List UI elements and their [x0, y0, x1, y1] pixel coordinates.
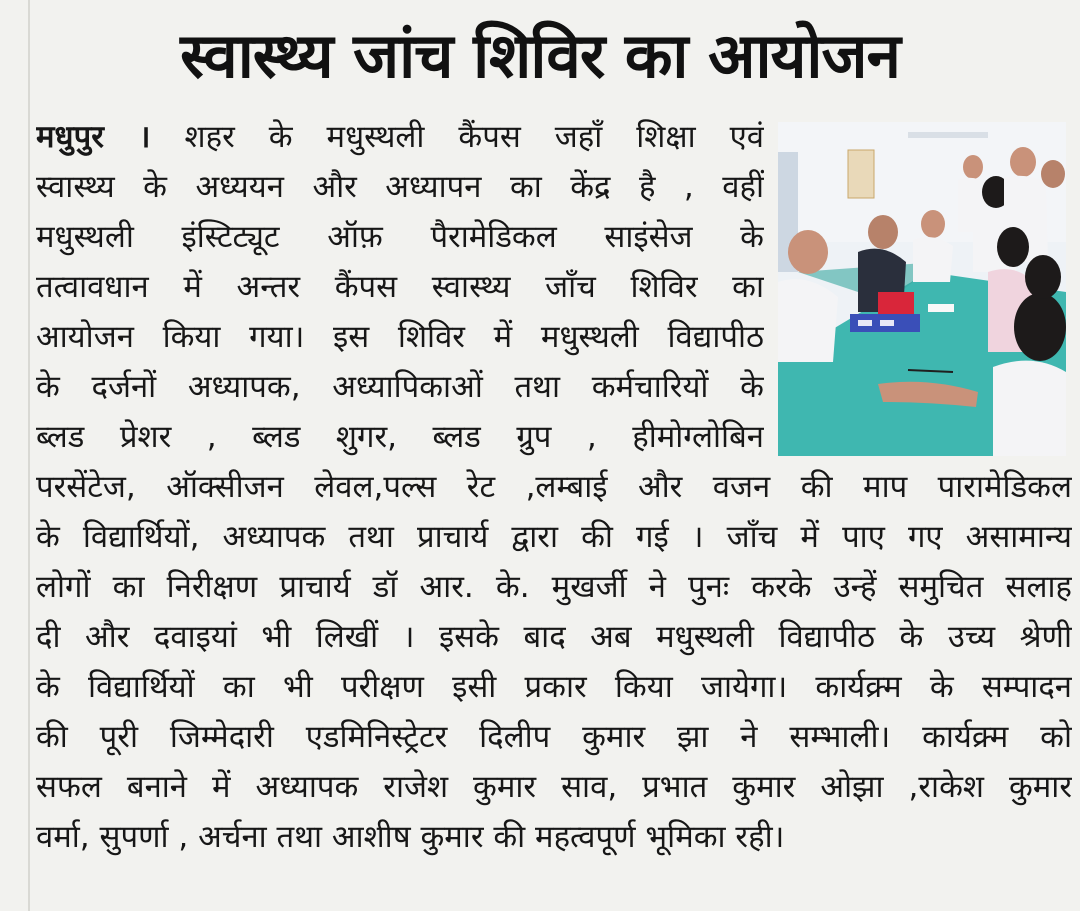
article-line-6: के दर्जनों अध्यापक, अध्यापिकाओं तथा कर्मचारियों के — [36, 369, 764, 405]
article-line-9: के विद्यार्थियों, अध्यापक तथा प्राचार्य द्वारा की गई । जाँच में पाए गए असामान्य — [36, 519, 1072, 555]
article-line-12: के विद्यार्थियों का भी परीक्षण इसी प्रकार किया जायेगा। कार्यक्र्म के सम्पादन — [36, 669, 1072, 705]
dateline: मधुपुर । — [36, 119, 151, 155]
article-line-1 — [36, 112, 764, 162]
article-line-8: परसेंटेज, ऑक्सीजन लेवल,पल्स रेट ,लम्बाई और वजन की माप पारामेडिकल — [36, 469, 1072, 505]
article-line-13: की पूरी जिम्मेदारी एडमिनिस्ट्रेटर दिलीप कुमार झा ने सम्भाली। कार्यक्र्म को — [36, 719, 1072, 755]
article-line-10: लोगों का निरीक्षण प्राचार्य डॉ आर. के. मुखर्जी ने पुनः करके उन्हें समुचित सलाह — [36, 569, 1072, 605]
article-line-3: मधुस्थली इंस्टिट्यूट ऑफ़ पैरामेडिकल साइंसेज के — [36, 219, 764, 255]
article-line-15: वर्मा, सुपर्णा , अर्चना तथा आशीष कुमार की महत्वपूर्ण भूमिका रही। — [36, 819, 785, 855]
health-camp-photo-icon — [778, 122, 1066, 456]
article-line-14: सफल बनाने में अध्यापक राजेश कुमार साव, प्रभात कुमार ओझा ,राकेश कुमार — [36, 769, 1072, 805]
article-line-11: दी और दवाइयां भी लिखीं । इसके बाद अब मधुस्थली विद्यापीठ के उच्य श्रेणी — [36, 619, 1072, 655]
headline: स्वास्थ्य जांच शिविर का आयोजन — [180, 19, 900, 92]
column-rule — [28, 0, 30, 911]
article-line-7: ब्लड प्रेशर , ब्लड शुगर, ब्लड ग्रुप , हीमोग्लोबिन — [36, 419, 764, 455]
clipped-previous-text — [30, 0, 1070, 6]
article-line-4: तत्वावधान में अन्तर कैंपस स्वास्थ्य जाँच शिविर का — [36, 269, 764, 305]
article-line-5: आयोजन किया गया। इस शिविर में मधुस्थली विद्यापीठ — [36, 319, 764, 355]
article-line-1-text: शहर के मधुस्थली कैंपस जहाँ शिक्षा एवं — [184, 119, 764, 155]
article-line-2: स्वास्थ्य के अध्ययन और अध्यापन का केंद्र है , वहीं — [36, 169, 764, 205]
